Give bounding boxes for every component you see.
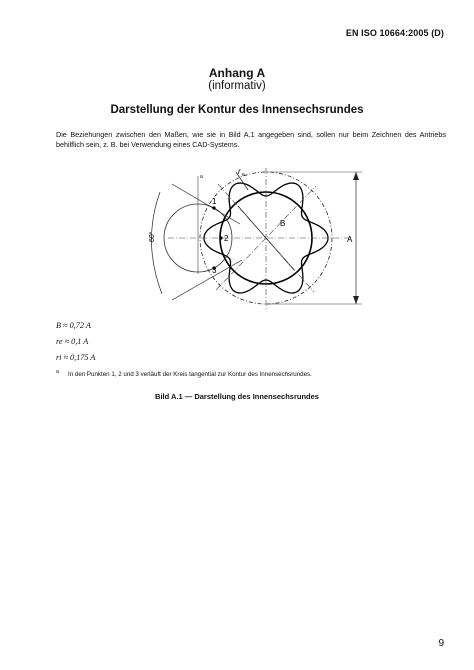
- contour-drawing: [120, 162, 380, 332]
- dim-A-arrow-top: [353, 172, 359, 180]
- figure-caption: Bild A.1 — Darstellung des Innensechsrundes: [155, 392, 319, 401]
- dim-A-arrow-bottom: [353, 296, 359, 304]
- angle-label: 60°: [149, 231, 156, 242]
- formula-ri: ri ≈ 0,175 A: [56, 353, 96, 362]
- footnote-marker: a: [56, 369, 59, 375]
- point-marker-1: [212, 206, 215, 209]
- figure-hexalobular-contour: [120, 162, 380, 332]
- formula-re: re ≈ 0,1 A: [56, 337, 89, 346]
- annex-subtitle: (informativ): [208, 80, 266, 92]
- annex-title: Anhang A: [208, 66, 266, 80]
- body-paragraph: Die Beziehungen zwischen den Maßen, wie sie in Bild A.1 angegeben sind, sollen nur beim Zeichnen des Antriebs behilflich sein, z. B. bei Verwendung eines CAD-Systems.: [56, 130, 446, 149]
- dim-B-label: B: [280, 219, 286, 228]
- dim-A-label: A: [347, 235, 353, 244]
- angle-arc: [151, 192, 162, 294]
- standard-reference: EN ISO 10664:2005 (D): [345, 28, 444, 38]
- point-label-2: 2: [224, 234, 229, 243]
- formula-list: [56, 318, 95, 366]
- radius-label-subscript: e: [242, 172, 245, 178]
- section-heading: Darstellung der Kontur des Innensechsrundes: [110, 104, 364, 116]
- point-label-1: 1: [212, 197, 217, 206]
- footnote-text: In den Punkten 1, 2 und 3 verläuft der Kreis tangential zur Kontur des Innensechsrundes.: [68, 371, 312, 378]
- radius-label: r: [238, 167, 241, 176]
- angle-line-lower: [172, 260, 242, 300]
- footnote-marker-in-figure: a: [200, 174, 203, 180]
- page-number: 9: [438, 638, 444, 649]
- formula-B: B ≈ 0,72 A: [56, 321, 91, 330]
- point-marker-2: [219, 236, 222, 239]
- point-label-3: 3: [212, 266, 217, 275]
